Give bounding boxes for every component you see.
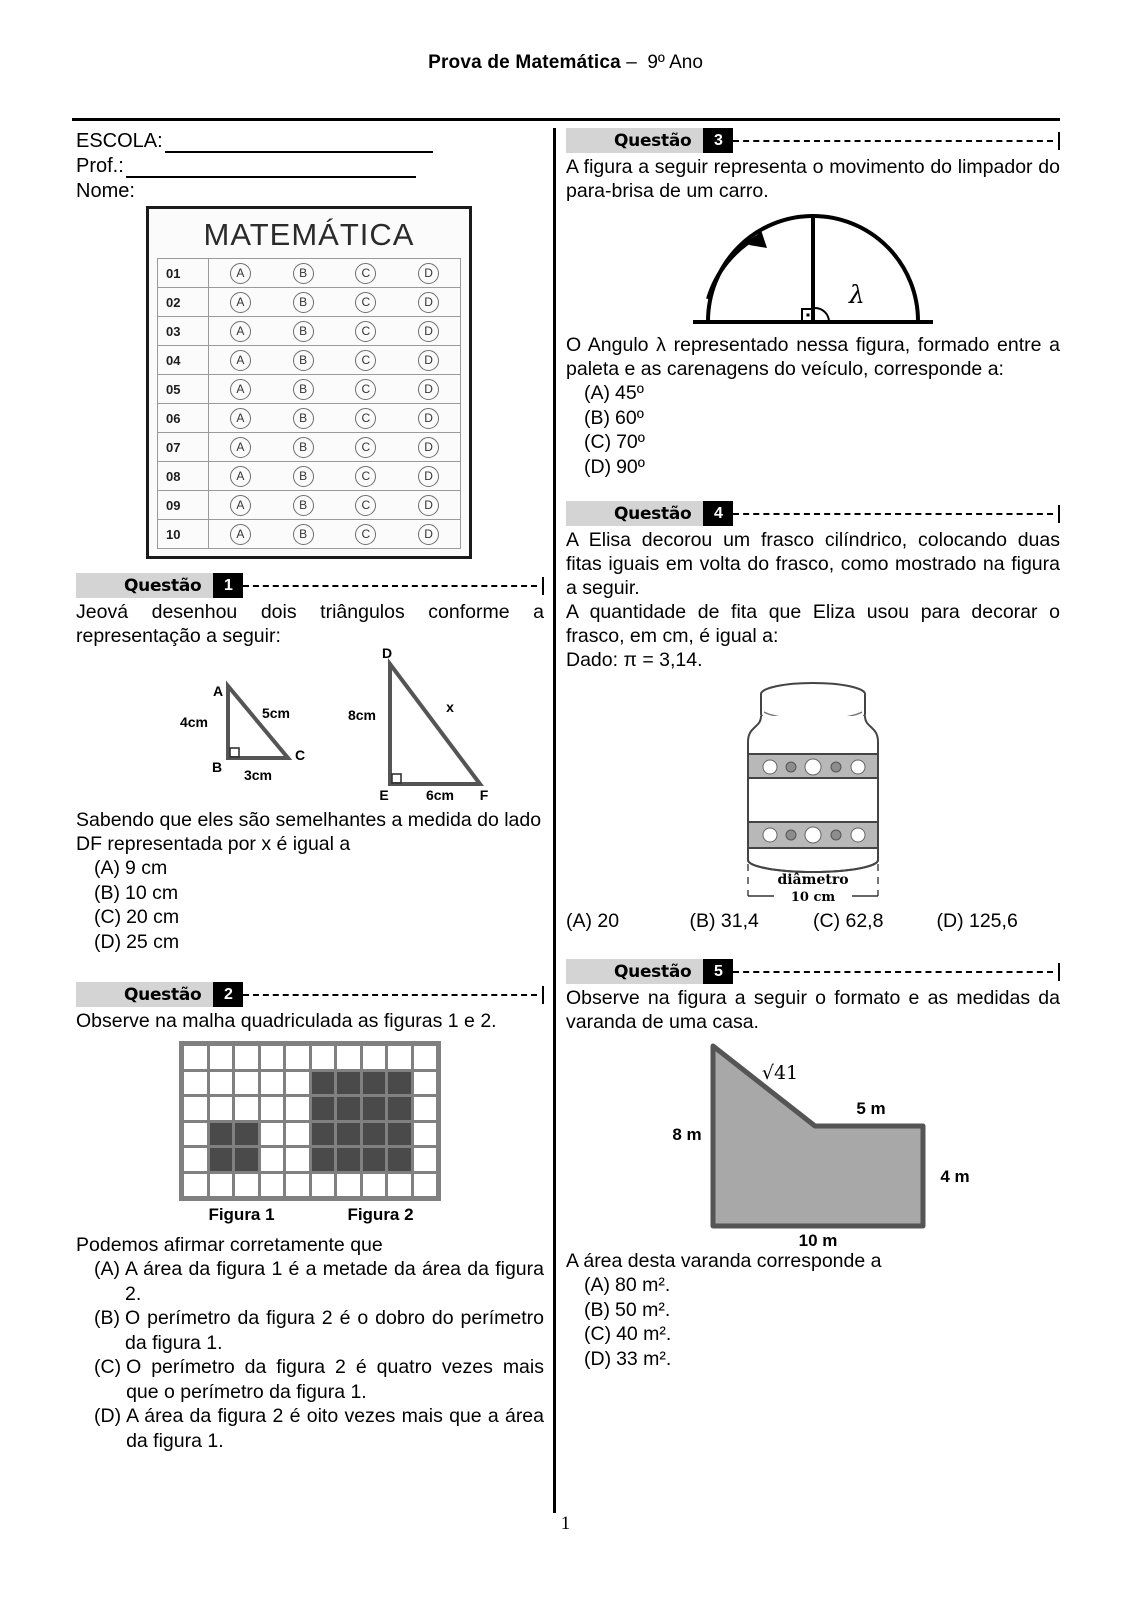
- answer-row-number: 03: [157, 316, 209, 346]
- option-letter: (A): [584, 382, 610, 404]
- answer-row-bubbles: [209, 287, 461, 317]
- mesh-cell: [210, 1072, 233, 1095]
- mesh-cell: [184, 1097, 207, 1120]
- question-4-stem: A Elisa decorou um frasco cilíndrico, colocando duas fitas iguais em volta do frasco, como mostrado na figura a seguir.: [566, 529, 1060, 599]
- question-1-options: [94, 856, 544, 954]
- answer-row-number: 09: [157, 490, 209, 520]
- option-text: 45º: [615, 382, 644, 404]
- question-3-stem2: O Angulo λ representado nessa figura, formado entre a paleta e as carenagens do veículo, corresponde a:: [566, 334, 1060, 380]
- answer-bubble-b[interactable]: B: [293, 524, 314, 545]
- question-2-number: 2: [213, 982, 243, 1007]
- vertex-d-label: D: [381, 648, 393, 661]
- page-title: [0, 52, 1131, 74]
- option-letter: (C): [94, 906, 122, 928]
- option-letter: (B): [94, 1307, 120, 1329]
- option-letter: (D): [94, 1405, 122, 1427]
- question-5-word: Questão: [614, 961, 692, 982]
- mesh-cell: [337, 1123, 360, 1146]
- answer-row: [157, 461, 461, 491]
- answer-bubble-a[interactable]: A: [230, 466, 251, 487]
- question-2-mesh-figure: [179, 1041, 441, 1201]
- slope-label: √41: [761, 1062, 799, 1084]
- question-1-option[interactable]: [94, 856, 544, 881]
- mesh-cell: [388, 1072, 411, 1095]
- question-1-number: 1: [213, 573, 243, 598]
- option-letter: (C): [94, 1356, 122, 1378]
- mesh-cell: [235, 1097, 258, 1120]
- header-divider-rule: [72, 118, 1060, 121]
- question-2-rule: [243, 982, 544, 1007]
- answer-row-bubbles: [209, 345, 461, 375]
- right-column: [566, 128, 1060, 1371]
- prof-field-row: [76, 153, 544, 178]
- mesh-cell: [210, 1123, 233, 1146]
- question-5-option[interactable]: [584, 1273, 1060, 1298]
- side-3cm-label: 3cm: [243, 767, 273, 783]
- answer-row: [157, 519, 461, 549]
- mesh-cell: [312, 1174, 335, 1197]
- answer-row-number: 08: [157, 461, 209, 491]
- answer-bubble-a[interactable]: A: [230, 408, 251, 429]
- question-3-option[interactable]: [584, 455, 1060, 480]
- mesh-cell: [312, 1072, 335, 1095]
- mesh-cell: [235, 1174, 258, 1197]
- question-2-option[interactable]: [94, 1404, 544, 1453]
- question-2-options: [94, 1257, 544, 1453]
- question-5-header: [566, 959, 1060, 984]
- question-3-word: Questão: [614, 130, 692, 151]
- angle-lambda-label: λ: [849, 280, 865, 309]
- side-4cm-label: 4cm: [179, 714, 209, 730]
- answer-row-bubbles: [209, 490, 461, 520]
- question-4-stem-extra: A quantidade de fita que Eliza usou para decorar o frasco, em cm, é igual a:: [566, 601, 1060, 647]
- question-5-options: [584, 1273, 1060, 1371]
- question-2-option[interactable]: [94, 1306, 544, 1355]
- mesh-cell: [312, 1123, 335, 1146]
- mesh-cell: [414, 1148, 437, 1171]
- question-4-option[interactable]: (C) 62,8: [813, 910, 884, 932]
- mesh-cell: [210, 1097, 233, 1120]
- option-text: A área da figura 1 é a metade da área da figura 2.: [125, 1258, 544, 1305]
- mesh-cell: [286, 1123, 309, 1146]
- answer-row-bubbles: [209, 258, 461, 288]
- answer-bubble-c[interactable]: C: [355, 495, 376, 516]
- cylindrical-jar-svg: [698, 672, 928, 902]
- nome-label: Nome:: [76, 180, 135, 202]
- option-text: 60º: [615, 406, 644, 429]
- question-5-option[interactable]: [584, 1298, 1060, 1323]
- escola-field-row: [76, 128, 544, 153]
- question-1-figure: [76, 648, 544, 808]
- question-3-stem: A figura a seguir representa o movimento do limpador do para-brisa de um carro.: [566, 156, 1060, 202]
- question-3-options: [584, 381, 1060, 479]
- question-5-stem: Observe na figura a seguir o formato e as medidas da varanda de uma casa.: [566, 987, 1060, 1033]
- question-5-option[interactable]: [584, 1347, 1060, 1372]
- mesh-cell: [337, 1072, 360, 1095]
- vertex-f-label: F: [479, 787, 489, 803]
- answer-bubble-d[interactable]: D: [418, 495, 439, 516]
- answer-bubble-c[interactable]: C: [355, 350, 376, 371]
- answer-bubble-d[interactable]: D: [418, 437, 439, 458]
- prof-input-rule[interactable]: [126, 158, 416, 178]
- mesh-cell: [261, 1148, 284, 1171]
- answer-bubble-b[interactable]: B: [293, 379, 314, 400]
- left-column: [76, 128, 544, 1453]
- escola-label: ESCOLA:: [76, 130, 163, 152]
- mesh-cell: [388, 1123, 411, 1146]
- answer-row-bubbles: [209, 374, 461, 404]
- question-3-header: [566, 128, 1060, 153]
- question-2-stem: Observe na malha quadriculada as figuras 1 e 2.: [76, 1010, 497, 1032]
- mesh-cell: [286, 1072, 309, 1095]
- vertex-b-label: B: [211, 759, 223, 775]
- option-letter: (A): [94, 1258, 120, 1280]
- answer-bubble-b[interactable]: B: [293, 495, 314, 516]
- answer-row-number: 10: [157, 519, 209, 549]
- question-4-word: Questão: [614, 503, 692, 524]
- answer-sheet-card: [146, 206, 472, 559]
- answer-bubble-a[interactable]: A: [230, 321, 251, 342]
- mesh-cell: [235, 1148, 258, 1171]
- option-text: 20 cm: [126, 906, 180, 928]
- question-4-number: 4: [703, 501, 733, 526]
- mesh-cell: [363, 1148, 386, 1171]
- mesh-cell: [235, 1123, 258, 1146]
- answer-bubble-c[interactable]: C: [355, 437, 376, 458]
- mesh-cell: [388, 1097, 411, 1120]
- bottom-label: 10 m: [798, 1231, 838, 1249]
- mesh-cell: [210, 1174, 233, 1197]
- question-5-stem2: A área desta varanda corresponde a: [566, 1250, 882, 1272]
- answer-bubble-b[interactable]: B: [293, 321, 314, 342]
- mesh-cell: [337, 1148, 360, 1171]
- option-text: 10 cm: [125, 881, 179, 904]
- option-text: 70º: [616, 431, 645, 453]
- answer-row: [157, 316, 461, 346]
- question-1-word: Questão: [124, 575, 202, 596]
- answer-bubble-d[interactable]: D: [418, 524, 439, 545]
- answer-bubble-a[interactable]: A: [230, 524, 251, 545]
- answer-row-number: 01: [157, 258, 209, 288]
- answer-row-number: 02: [157, 287, 209, 317]
- page-title-grade: 9º Ano: [647, 52, 703, 73]
- answer-bubble-d[interactable]: D: [418, 263, 439, 284]
- answer-row: [157, 345, 461, 375]
- mesh-cell: [184, 1046, 207, 1069]
- top-right-label: 5 m: [856, 1099, 886, 1118]
- vertex-c-label: C: [294, 747, 306, 763]
- option-letter: (A): [94, 857, 120, 879]
- option-text: 80 m².: [615, 1274, 671, 1296]
- answer-row: [157, 374, 461, 404]
- answer-row: [157, 432, 461, 462]
- question-2-header: [76, 982, 544, 1007]
- mesh-cell: [388, 1148, 411, 1171]
- escola-input-rule[interactable]: [165, 133, 433, 153]
- figura-1-caption: Figura 1: [208, 1205, 275, 1224]
- question-4-header: [566, 501, 1060, 526]
- mesh-cell: [184, 1123, 207, 1146]
- answer-row-bubbles: [209, 316, 461, 346]
- figura-2-caption: Figura 2: [347, 1205, 414, 1224]
- question-3-option[interactable]: [584, 381, 1060, 406]
- vertex-a-label: A: [212, 683, 224, 699]
- mesh-cell: [312, 1148, 335, 1171]
- answer-sheet-title: MATEMÁTICA: [203, 217, 415, 252]
- answer-bubble-b[interactable]: B: [293, 263, 314, 284]
- answer-bubble-c[interactable]: C: [355, 379, 376, 400]
- mesh-cell: [388, 1046, 411, 1069]
- question-3-number: 3: [703, 128, 733, 153]
- question-3-rule: [733, 128, 1060, 153]
- diametro-value: 10 cm: [790, 890, 836, 902]
- answer-row: [157, 287, 461, 317]
- answer-bubble-c[interactable]: C: [355, 321, 376, 342]
- question-2-word: Questão: [124, 984, 202, 1005]
- answer-row: [157, 490, 461, 520]
- answer-bubble-c[interactable]: C: [355, 263, 376, 284]
- mesh-cell: [286, 1097, 309, 1120]
- question-5-band: [566, 959, 703, 984]
- option-letter: (D): [584, 455, 612, 478]
- question-3-figure: [566, 203, 1060, 333]
- mesh-cell: [363, 1097, 386, 1120]
- answer-bubble-b[interactable]: B: [293, 466, 314, 487]
- prof-label: Prof.:: [76, 155, 124, 177]
- mesh-cell: [184, 1174, 207, 1197]
- mesh-cell: [261, 1046, 284, 1069]
- mesh-cell: [312, 1097, 335, 1120]
- answer-row-number: 05: [157, 374, 209, 404]
- option-text: 40 m².: [616, 1323, 672, 1345]
- side-5cm-label: 5cm: [261, 705, 291, 721]
- mesh-cell: [337, 1046, 360, 1069]
- question-1-header: [76, 573, 544, 598]
- question-3-option[interactable]: [584, 430, 1060, 455]
- page-title-dash: –: [626, 52, 637, 73]
- mesh-cell: [337, 1097, 360, 1120]
- question-5-rule: [733, 959, 1060, 984]
- mesh-cell: [337, 1174, 360, 1197]
- question-4-options: [566, 910, 1060, 933]
- side-6cm-label: 6cm: [425, 787, 455, 803]
- answer-bubble-b[interactable]: B: [293, 437, 314, 458]
- option-letter: (C): [584, 431, 612, 453]
- page-title-bold: Prova de Matemática: [428, 52, 621, 73]
- answer-row-bubbles: [209, 461, 461, 491]
- question-2-stem2: Podemos afirmar corretamente que: [76, 1234, 383, 1256]
- question-1-band: [76, 573, 213, 598]
- mesh-cell: [261, 1097, 284, 1120]
- mesh-cell: [363, 1123, 386, 1146]
- mesh-cell: [286, 1148, 309, 1171]
- answer-bubble-a[interactable]: A: [230, 292, 251, 313]
- mesh-cell: [363, 1072, 386, 1095]
- mesh-cell: [210, 1046, 233, 1069]
- diametro-label: diâmetro: [777, 872, 849, 888]
- mesh-cell: [261, 1174, 284, 1197]
- mesh-cell: [184, 1072, 207, 1095]
- mesh-cell: [210, 1148, 233, 1171]
- option-letter: (B): [584, 1298, 610, 1321]
- question-1-stem2: Sabendo que eles são semelhantes a medida do lado DF representada por x é igual a: [76, 809, 542, 855]
- mesh-cell: [414, 1123, 437, 1146]
- question-1-option[interactable]: [94, 930, 544, 955]
- answer-bubble-d[interactable]: D: [418, 466, 439, 487]
- answer-bubble-d[interactable]: D: [418, 321, 439, 342]
- question-1-stem: Jeová desenhou dois triângulos conforme a representação a seguir:: [76, 601, 544, 647]
- side-8cm-label: 8cm: [347, 707, 377, 723]
- mesh-cell: [235, 1046, 258, 1069]
- answer-bubble-c[interactable]: C: [355, 292, 376, 313]
- answer-bubble-d[interactable]: D: [418, 350, 439, 371]
- mesh-cell: [388, 1174, 411, 1197]
- answer-bubble-b[interactable]: B: [293, 292, 314, 313]
- answer-bubble-d[interactable]: D: [418, 379, 439, 400]
- mesh-cell: [414, 1046, 437, 1069]
- mesh-cell: [414, 1174, 437, 1197]
- column-divider: [553, 128, 556, 1513]
- side-x-label: x: [446, 699, 454, 715]
- mesh-cell: [414, 1072, 437, 1095]
- question-4-option[interactable]: (B) 31,4: [689, 910, 759, 932]
- option-letter: (D): [584, 1347, 612, 1370]
- mesh-cell: [363, 1174, 386, 1197]
- answer-row-number: 04: [157, 345, 209, 375]
- answer-sheet-rows: [157, 258, 461, 549]
- question-3-band: [566, 128, 703, 153]
- answer-row: [157, 258, 461, 288]
- answer-bubble-c[interactable]: C: [355, 524, 376, 545]
- question-1-rule: [243, 573, 544, 598]
- question-4-band: [566, 501, 703, 526]
- question-4-option[interactable]: (D) 125,6: [936, 910, 1018, 932]
- vertex-e-label: E: [379, 787, 389, 803]
- answer-row-bubbles: [209, 403, 461, 433]
- mesh-cell: [286, 1046, 309, 1069]
- mesh-cell: [184, 1148, 207, 1171]
- mesh-cell: [261, 1072, 284, 1095]
- answer-row-bubbles: [209, 519, 461, 549]
- answer-bubble-a[interactable]: A: [230, 263, 251, 284]
- option-letter: (D): [94, 930, 122, 953]
- question-5-number: 5: [703, 959, 733, 984]
- mesh-cell: [312, 1046, 335, 1069]
- nome-field-row: [76, 178, 544, 203]
- answer-bubble-c[interactable]: C: [355, 466, 376, 487]
- question-2-band: [76, 982, 213, 1007]
- option-text: O perímetro da figura 2 é quatro vezes mais que o perímetro da figura 1.: [126, 1356, 544, 1403]
- question-4-option[interactable]: (A) 20: [566, 910, 620, 932]
- answer-row-number: 07: [157, 432, 209, 462]
- option-text: A área da figura 2 é oito vezes mais que a área da figura 1.: [126, 1405, 544, 1452]
- question-2-option[interactable]: [94, 1355, 544, 1404]
- mesh-cell: [414, 1097, 437, 1120]
- answer-bubble-c[interactable]: C: [355, 408, 376, 429]
- mesh-cell: [363, 1046, 386, 1069]
- question-5-figure: [566, 1034, 1060, 1249]
- answer-bubble-d[interactable]: D: [418, 292, 439, 313]
- answer-bubble-a[interactable]: A: [230, 379, 251, 400]
- question-1-option[interactable]: [94, 905, 544, 930]
- option-letter: (B): [94, 881, 120, 904]
- question-4-given: Dado: π = 3,14.: [566, 649, 703, 671]
- answer-bubble-d[interactable]: D: [418, 408, 439, 429]
- semicircle-wiper-svg: [663, 203, 963, 333]
- question-2-figure-captions: [179, 1205, 441, 1225]
- mesh-cell: [261, 1123, 284, 1146]
- option-letter: (B): [584, 406, 610, 429]
- mesh-cell: [235, 1072, 258, 1095]
- question-1-option[interactable]: [94, 881, 544, 906]
- answer-row: [157, 403, 461, 433]
- porch-polygon-svg: [603, 1034, 1023, 1249]
- option-letter: (A): [584, 1274, 610, 1296]
- question-4-rule: [733, 501, 1060, 526]
- option-text: 90º: [616, 455, 645, 478]
- option-text: 9 cm: [125, 857, 168, 879]
- option-text: 25 cm: [126, 930, 180, 953]
- answer-bubble-b[interactable]: B: [293, 350, 314, 371]
- question-5-option[interactable]: [584, 1322, 1060, 1347]
- answer-bubble-a[interactable]: A: [230, 495, 251, 516]
- answer-bubble-b[interactable]: B: [293, 408, 314, 429]
- right-side-label: 4 m: [940, 1167, 970, 1186]
- option-text: 50 m².: [615, 1298, 671, 1321]
- option-text: O perímetro da figura 2 é o dobro do perímetro da figura 1.: [125, 1307, 544, 1354]
- question-2-option[interactable]: [94, 1257, 544, 1306]
- answer-bubble-a[interactable]: A: [230, 437, 251, 458]
- mesh-cell: [286, 1174, 309, 1197]
- answer-row-bubbles: [209, 432, 461, 462]
- question-3-option[interactable]: [584, 406, 1060, 431]
- option-text: 33 m².: [616, 1347, 672, 1370]
- question-4-figure: [566, 672, 1060, 902]
- page-number: 1: [560, 1513, 571, 1534]
- left-side-label: 8 m: [672, 1125, 702, 1144]
- answer-row-number: 06: [157, 403, 209, 433]
- two-right-triangles-svg: [110, 648, 510, 808]
- answer-bubble-a[interactable]: A: [230, 350, 251, 371]
- option-letter: (C): [584, 1323, 612, 1345]
